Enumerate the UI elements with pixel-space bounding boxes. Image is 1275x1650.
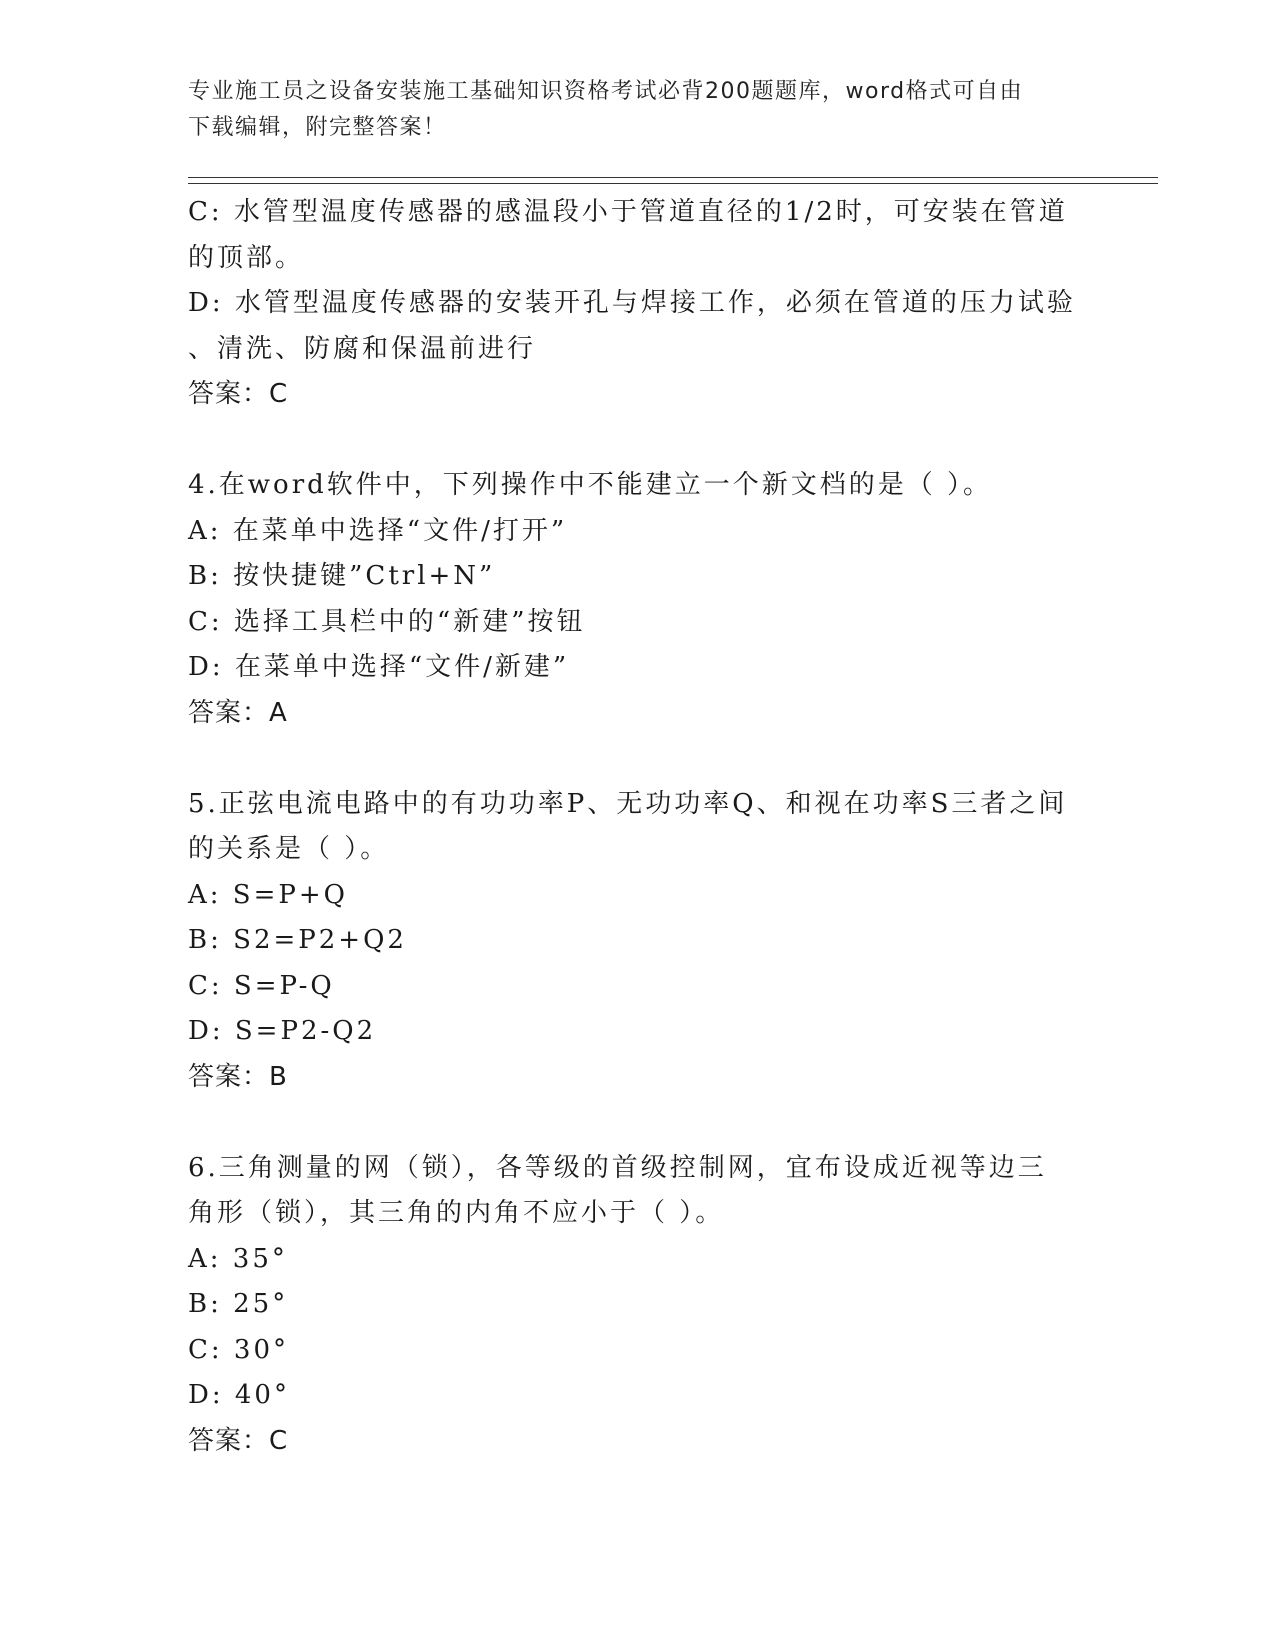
question-text: 4.在word软件中，下列操作中不能建立一个新文档的是（ ）。: [188, 470, 993, 500]
option-d: D: 40°: [188, 1380, 290, 1410]
document-header: [188, 74, 1068, 146]
option-b: B: 按快捷键”Ctrl+N”: [188, 561, 496, 591]
option-d: D: S=P2-Q2: [188, 1016, 377, 1046]
option-c: C: S=P-Q: [188, 970, 335, 1001]
question-text: 6.三角测量的网（锁），各等级的首级控制网，宜布设成近视等边三: [188, 1152, 1047, 1183]
answer: 答案：C: [188, 1425, 289, 1456]
spacer: [188, 736, 1088, 782]
option-c: C: 水管型温度传感器的感温段小于管道直径的1/2时，可安装在管道: [188, 197, 1068, 227]
header-divider-top: [188, 177, 1158, 178]
answer: 答案：A: [188, 697, 288, 728]
option-a: A: S=P+Q: [188, 879, 348, 910]
header-divider-bottom: [188, 183, 1158, 184]
answer: 答案：B: [188, 1061, 288, 1092]
header-title-line2: 下载编辑，附完整答案！: [188, 115, 447, 140]
option-c: C: 选择工具栏中的“新建”按钮: [188, 606, 586, 637]
question-4: [188, 463, 1088, 736]
question-3-tail: [188, 190, 1088, 418]
document-body: [188, 190, 1088, 1464]
option-c-continued: 的顶部。: [188, 242, 305, 273]
option-c: C: 30°: [188, 1334, 290, 1365]
option-b: B: 25°: [188, 1289, 289, 1319]
question-text-continued: 的关系是（ ）。: [188, 834, 390, 864]
question-text: 5.正弦电流电路中的有功功率P、无功功率Q、和视在功率S三者之间: [188, 788, 1068, 819]
spacer: [188, 418, 1088, 464]
option-b: B: S2=P2+Q2: [188, 925, 407, 955]
header-title-line1: 专业施工员之设备安装施工基础知识资格考试必背200题题库，word格式可自由: [188, 79, 1024, 104]
spacer: [188, 1100, 1088, 1146]
question-5: [188, 782, 1088, 1101]
option-d: D: 水管型温度传感器的安装开孔与焊接工作，必须在管道的压力试验: [188, 288, 1076, 318]
question-text-continued: 角形（锁），其三角的内角不应小于（ ）。: [188, 1198, 725, 1228]
option-a: A: 35°: [188, 1243, 288, 1274]
answer: 答案：C: [188, 379, 289, 409]
option-d: D: 在菜单中选择“文件/新建”: [188, 652, 570, 682]
question-6: [188, 1146, 1088, 1465]
option-a: A: 在菜单中选择“文件/打开”: [188, 515, 568, 546]
option-d-continued: 、清洗、防腐和保温前进行: [188, 333, 537, 364]
